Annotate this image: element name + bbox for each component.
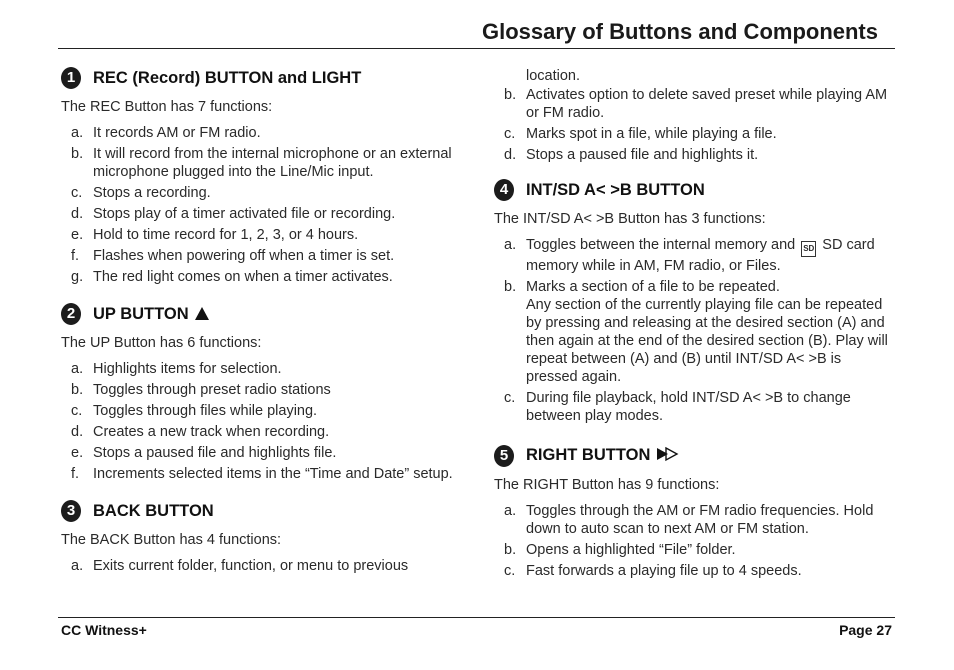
- list-marker: a.: [504, 237, 517, 253]
- section-title: BACK BUTTON: [93, 502, 214, 520]
- list-item-text: Toggles through files while playing.: [93, 403, 318, 419]
- list-item-text: The red light comes on when a timer activates.: [93, 269, 393, 285]
- list-item: [494, 86, 894, 122]
- list-item-text: SD card memory while in AM, FM radio, or Files.: [526, 237, 875, 274]
- list-item-text: Flashes when powering off when a timer is set.: [93, 248, 395, 264]
- section-title: [93, 305, 209, 323]
- list-item-text: Toggles through preset radio stations: [93, 382, 331, 398]
- list-item: [61, 444, 461, 462]
- list-marker: d.: [504, 147, 517, 163]
- list-item-detail: Any section of the currently playing file can be repeated by pressing and releasing at the desired section (A) and then again at the end of the desired section (B). Play will repeat between (A) and (B) until INT/SD A< >B is pressed again.: [526, 297, 888, 385]
- section-number-badge: 4: [494, 179, 514, 201]
- list-item-text: Opens a highlighted “File” folder.: [526, 542, 736, 558]
- section-right-heading: [494, 445, 894, 467]
- section-title-text: UP BUTTON: [93, 305, 189, 323]
- header-rule: [58, 48, 895, 49]
- list-item: [494, 541, 894, 559]
- section-intro: The UP Button has 6 functions:: [61, 335, 262, 351]
- right-arrow-icon: [656, 446, 680, 466]
- list-marker: b.: [71, 146, 84, 162]
- list-item-text: Activates option to delete saved preset while playing AM or FM radio.: [526, 87, 888, 121]
- list-marker: f.: [71, 248, 80, 264]
- list-item-text: Creates a new track when recording.: [93, 424, 330, 440]
- function-list: [494, 502, 894, 580]
- list-marker: d.: [71, 424, 84, 440]
- list-item-text: Fast forwards a playing file up to 4 speeds.: [526, 563, 802, 579]
- list-marker: e.: [71, 227, 84, 243]
- list-item: [61, 184, 461, 202]
- list-item: [61, 124, 461, 142]
- list-item-text: Exits current folder, function, or menu to previous: [93, 558, 409, 574]
- list-item: [61, 423, 461, 441]
- footer-product-name: CC Witness+: [61, 622, 147, 638]
- list-marker: e.: [71, 445, 84, 461]
- section-number-badge: 3: [61, 500, 81, 522]
- list-item-text: Stops a paused file and highlights file.: [93, 445, 337, 461]
- left-column: [61, 67, 461, 578]
- section-number-badge: 1: [61, 67, 81, 89]
- section-title-text: RIGHT BUTTON: [526, 446, 651, 464]
- section-back-heading: [61, 500, 461, 522]
- up-triangle-icon: [195, 307, 209, 320]
- list-marker: b.: [71, 382, 84, 398]
- list-item: [61, 247, 461, 265]
- section-number-badge: 2: [61, 303, 81, 325]
- section-intro: The RIGHT Button has 9 functions:: [494, 477, 720, 493]
- sd-card-icon: SD: [801, 241, 816, 257]
- list-marker: b.: [504, 542, 517, 558]
- list-item-text: Hold to time record for 1, 2, 3, or 4 hours.: [93, 227, 359, 243]
- list-item: [494, 236, 894, 275]
- list-marker: b.: [504, 279, 517, 295]
- section-intro: The BACK Button has 4 functions:: [61, 532, 282, 548]
- section-intsd-heading: [494, 179, 894, 201]
- section-title: [526, 446, 680, 466]
- list-item: [61, 557, 461, 575]
- list-item: [61, 360, 461, 378]
- list-item-text: Highlights items for selection.: [93, 361, 282, 377]
- list-item: [494, 278, 894, 386]
- section-intro: The REC Button has 7 functions:: [61, 99, 273, 115]
- function-list: [61, 124, 461, 286]
- list-item-text: Stops a recording.: [93, 185, 211, 201]
- page-title: Glossary of Buttons and Components: [481, 19, 878, 44]
- page-number: Page 27: [839, 622, 892, 638]
- list-marker: d.: [71, 206, 84, 222]
- list-item: [61, 268, 461, 286]
- list-item-text: Stops a paused file and highlights it.: [526, 147, 759, 163]
- section-rec-heading: [61, 67, 461, 89]
- list-item: [61, 145, 461, 181]
- list-marker: c.: [504, 390, 516, 406]
- list-marker: b.: [504, 87, 517, 103]
- function-list: [494, 86, 894, 164]
- list-marker: a.: [71, 125, 84, 141]
- list-item-text: It will record from the internal microphone or an external microphone plugged into the Line/Mic input.: [93, 146, 452, 180]
- section-up-heading: [61, 303, 461, 325]
- section-intro: The INT/SD A< >B Button has 3 functions:: [494, 211, 766, 227]
- list-item: [61, 205, 461, 223]
- list-item-text: Increments selected items in the “Time and Date” setup.: [93, 466, 453, 482]
- list-item: [494, 146, 894, 164]
- list-marker: c.: [504, 563, 516, 579]
- list-item-text: During file playback, hold INT/SD A< >B to change between play modes.: [526, 390, 851, 424]
- list-item: [494, 562, 894, 580]
- list-item-text: Marks spot in a file, while playing a file.: [526, 126, 777, 142]
- list-item-text: It records AM or FM radio.: [93, 125, 261, 141]
- section-number-badge: 5: [494, 445, 514, 467]
- function-list: [61, 557, 461, 575]
- list-item-text: Toggles through the AM or FM radio frequencies. Hold down to auto scan to next AM or FM station.: [526, 503, 874, 537]
- list-item-text: Stops play of a timer activated file or recording.: [93, 206, 396, 222]
- list-marker: c.: [504, 126, 516, 142]
- list-item: [61, 381, 461, 399]
- list-marker: g.: [71, 269, 84, 285]
- footer-rule: [58, 617, 895, 618]
- list-marker: a.: [504, 503, 517, 519]
- list-item: [61, 465, 461, 483]
- list-item-continuation: location.: [526, 68, 581, 84]
- list-item: [61, 226, 461, 244]
- list-marker: a.: [71, 558, 84, 574]
- list-marker: c.: [71, 403, 83, 419]
- list-item-text: Toggles between the internal memory and: [526, 237, 796, 253]
- list-item-text: Marks a section of a file to be repeated.: [526, 279, 780, 295]
- section-title: INT/SD A< >B BUTTON: [526, 181, 705, 199]
- list-item: [494, 389, 894, 425]
- list-item: [494, 125, 894, 143]
- right-column: [494, 67, 894, 583]
- section-title: REC (Record) BUTTON and LIGHT: [93, 69, 362, 87]
- list-item: [61, 402, 461, 420]
- function-list: [494, 236, 894, 425]
- list-item: [494, 502, 894, 538]
- list-marker: c.: [71, 185, 83, 201]
- function-list: [61, 360, 461, 483]
- list-marker: a.: [71, 361, 84, 377]
- list-marker: f.: [71, 466, 80, 482]
